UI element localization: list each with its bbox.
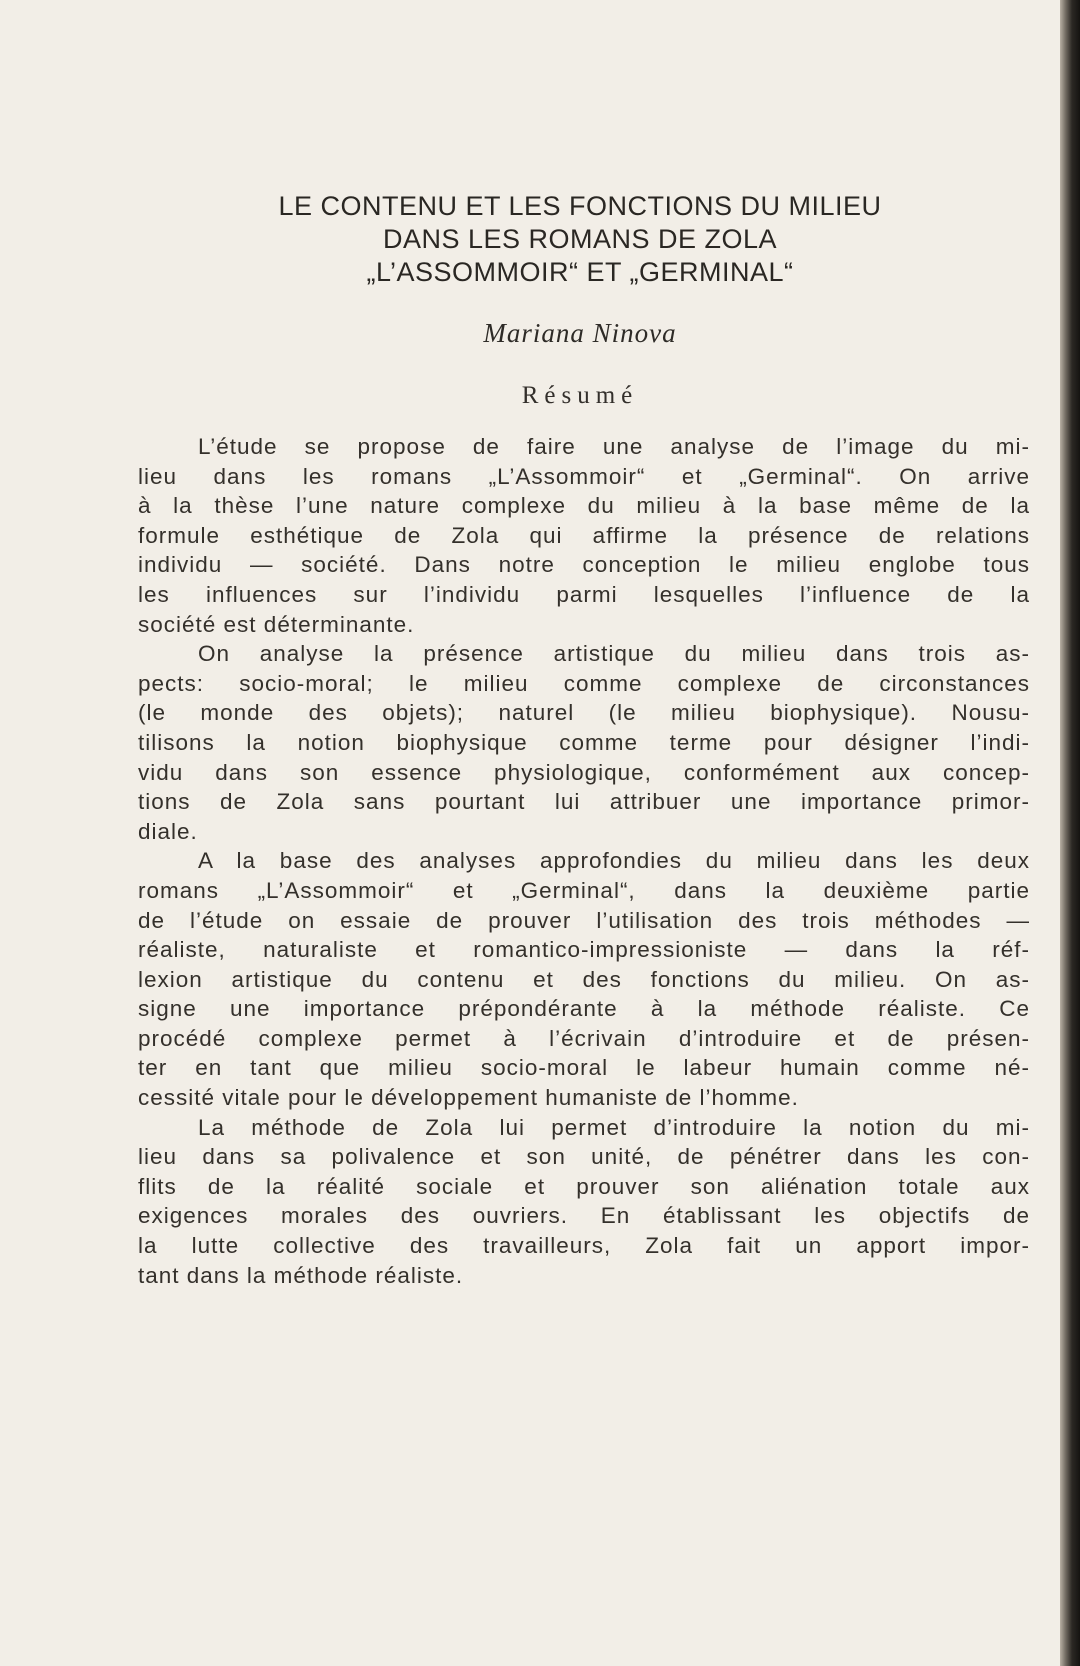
section-heading: Résumé	[521, 382, 639, 409]
title-line: „L’ASSOMMOIR“ ET „GERMINAL“	[366, 257, 794, 287]
abstract-body	[138, 432, 1030, 1290]
text-line: vidu dans son essence physiologique, conformément aux concep-	[138, 759, 1030, 785]
text-line: cessité vitale pour le développement humaniste de l’homme.	[138, 1085, 799, 1111]
text-line: On analyse la présence artistique du milieu dans trois as-	[198, 641, 1030, 667]
book-binding-edge	[1060, 0, 1080, 1666]
article-title	[140, 190, 1020, 289]
author-name: Mariana Ninova	[483, 318, 677, 348]
title-line: DANS LES ROMANS DE ZOLA	[382, 224, 778, 254]
text-line: L’étude se propose de faire une analyse de l’image du mi-	[198, 434, 1030, 459]
text-line: individu — société. Dans notre conception le milieu englobe tous	[138, 552, 1030, 578]
text-line: ter en tant que milieu socio-moral le labeur humain comme né-	[138, 1055, 1030, 1081]
title-line: LE CONTENU ET LES FONCTIONS DU MILIEU	[278, 191, 882, 221]
text-line: lieu dans les romans „L’Assommoir“ et „Germinal“. On arrive	[138, 463, 1030, 489]
text-line: la lutte collective des travailleurs, Zola fait un apport impor-	[138, 1233, 1030, 1259]
text-line: exigences morales des ouvriers. En établissant les objectifs de	[138, 1203, 1030, 1229]
text-line: pects: socio-moral; le milieu comme complexe de circonstances	[138, 670, 1030, 696]
text-line: A la base des analyses approfondies du milieu dans les deux	[198, 848, 1030, 874]
text-line: romans „L’Assommoir“ et „Germinal“, dans la deuxième partie	[138, 877, 1030, 903]
text-line: procédé complexe permet à l’écrivain d’introduire et de présen-	[138, 1025, 1030, 1051]
text-line: lexion artistique du contenu et des fonctions du milieu. On as-	[138, 966, 1030, 992]
text-line: tant dans la méthode réaliste.	[138, 1262, 464, 1288]
text-line: tilisons la notion biophysique comme terme pour désigner l’indi-	[138, 729, 1030, 755]
text-line: flits de la réalité sociale et prouver son aliénation totale aux	[138, 1173, 1030, 1199]
text-line: tions de Zola sans pourtant lui attribuer une importance primor-	[138, 789, 1030, 815]
text-line: La méthode de Zola lui permet d’introduire la notion du mi-	[198, 1114, 1030, 1140]
text-line: formule esthétique de Zola qui affirme la présence de relations	[138, 522, 1030, 548]
text-line: à la thèse l’une nature complexe du milieu à la base même de la	[138, 493, 1030, 519]
text-line: diale.	[138, 818, 198, 844]
text-line: société est déterminante.	[138, 611, 415, 637]
text-line: signe une importance prépondérante à la méthode réaliste. Ce	[138, 996, 1030, 1022]
text-line: lieu dans sa polivalence et son unité, de pénétrer dans les con-	[138, 1144, 1030, 1170]
text-line: de l’étude on essaie de prouver l’utilisation des trois méthodes —	[138, 907, 1030, 933]
text-line: les influences sur l’individu parmi lesquelles l’influence de la	[138, 581, 1030, 607]
text-line: réaliste, naturaliste et romantico-impressioniste — dans la réf-	[138, 937, 1030, 963]
text-line: (le monde des objets); naturel (le milieu biophysique). Nousu-	[138, 700, 1030, 726]
